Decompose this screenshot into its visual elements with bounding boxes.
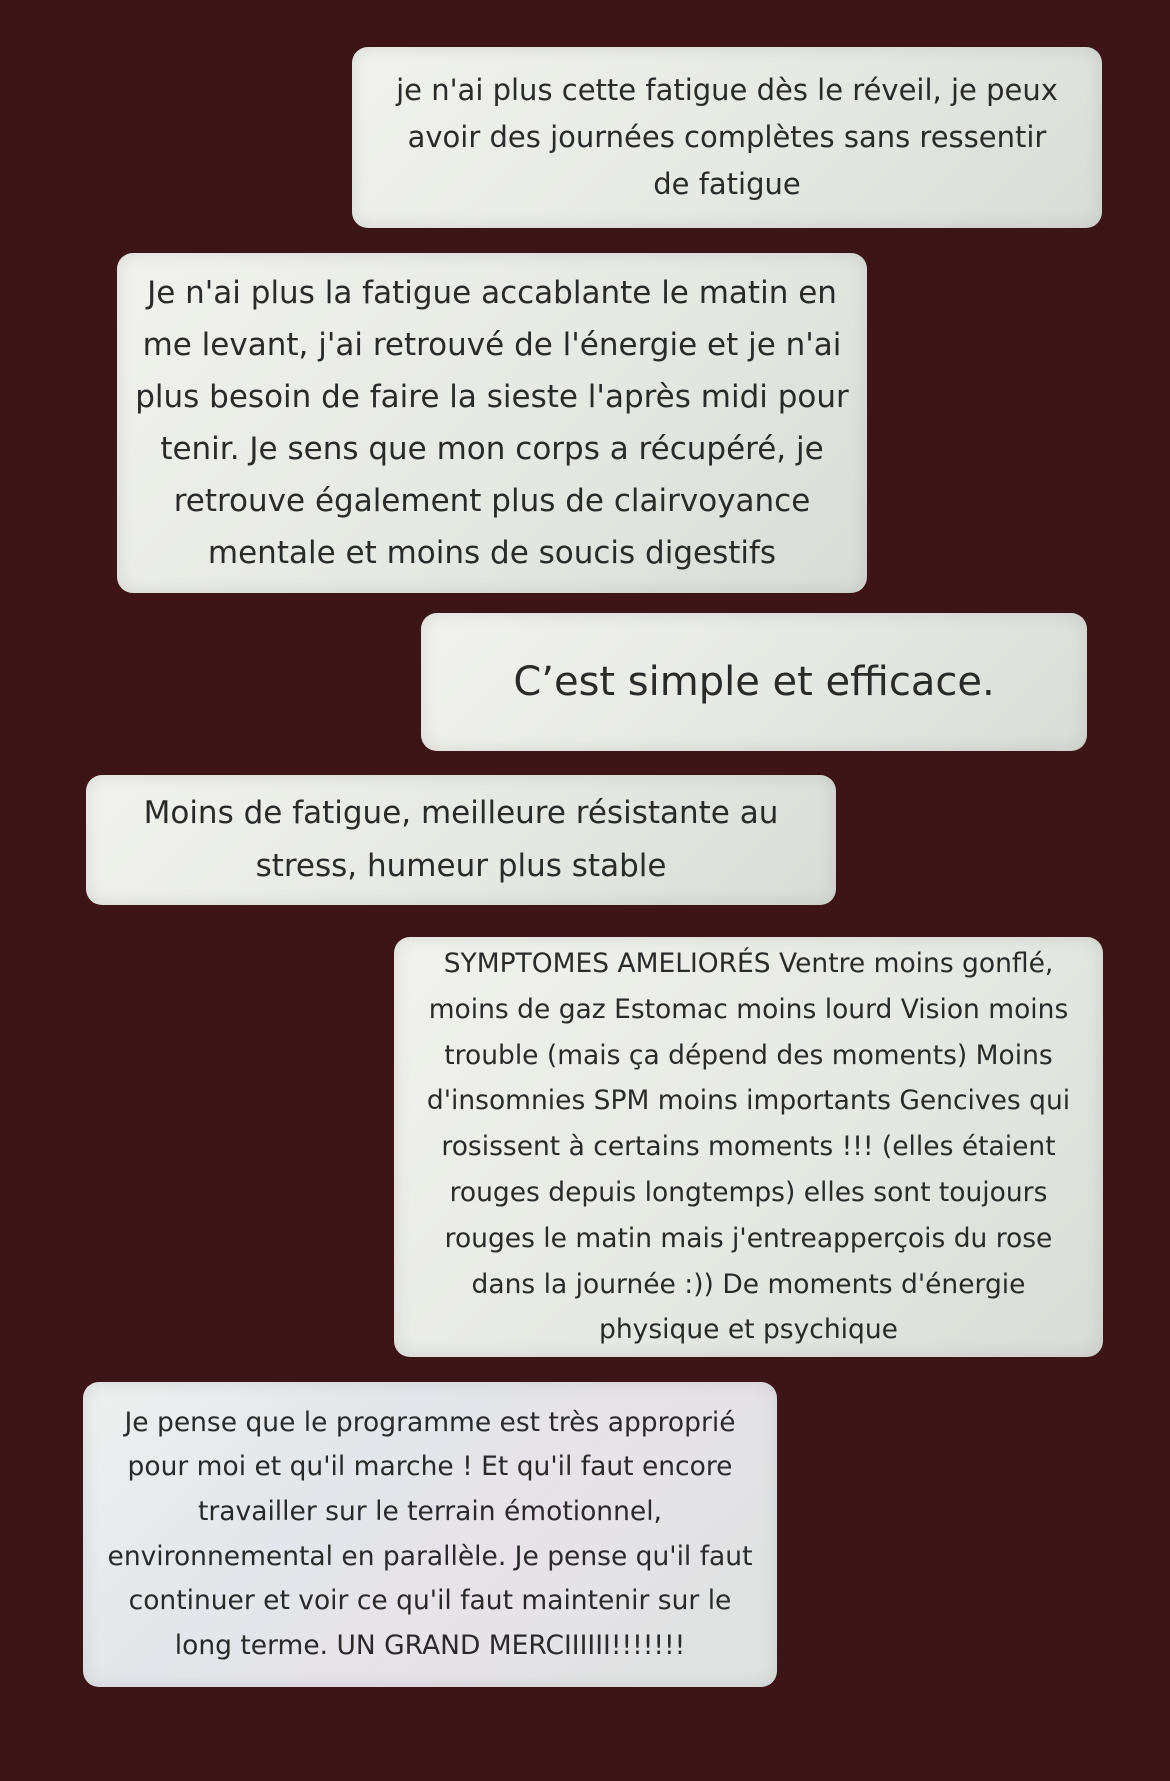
message-text-4: Moins de fatigue, meilleure résistante au stress, humeur plus stable [143,795,779,884]
message-bubble-2 [117,253,867,593]
message-text-3: C’est simple et efficace. [513,659,995,705]
message-text-2: Je n'ai plus la fatigue accablante le matin en me levant, j'ai retrouvé de l'énergie et je n'ai plus besoin de faire la sieste l'après midi pour tenir. Je sens que mon corps a récupéré, je retrouve également plus de clairvoyance mentale et moins de soucis digestifs [135,275,849,571]
message-bubble-3 [421,613,1087,751]
message-text-6: Je pense que le programme est très approprié pour moi et qu'il marche ! Et qu'il faut encore travailler sur le terrain émotionnel, environnemental en parallèle. Je pense qu'il faut continuer et voir ce qu'il faut maintenir sur le long terme. UN GRAND MERCIIIIII!!!!!!! [107,1406,753,1661]
message-text-1: je n'ai plus cette fatigue dès le réveil, je peux avoir des journées complètes sans ressentir de fatigue [396,73,1058,201]
message-bubble-4 [86,775,836,905]
message-bubble-1 [352,47,1102,228]
message-text-5: SYMPTOMES AMELIORÉS Ventre moins gonflé, moins de gaz Estomac moins lourd Vision moins trouble (mais ça dépend des moments) Moins d'insomnies SPM moins importants Gencives qui rosissent à certains moments !!! (elles étaient rouges depuis longtemps) elles sont toujours rouges le matin mais j'entreapperçois du rose dans la journée :)) De moments d'énergie physique et psychique [426,947,1071,1346]
message-bubble-5 [394,937,1103,1357]
message-bubble-6 [83,1382,777,1687]
